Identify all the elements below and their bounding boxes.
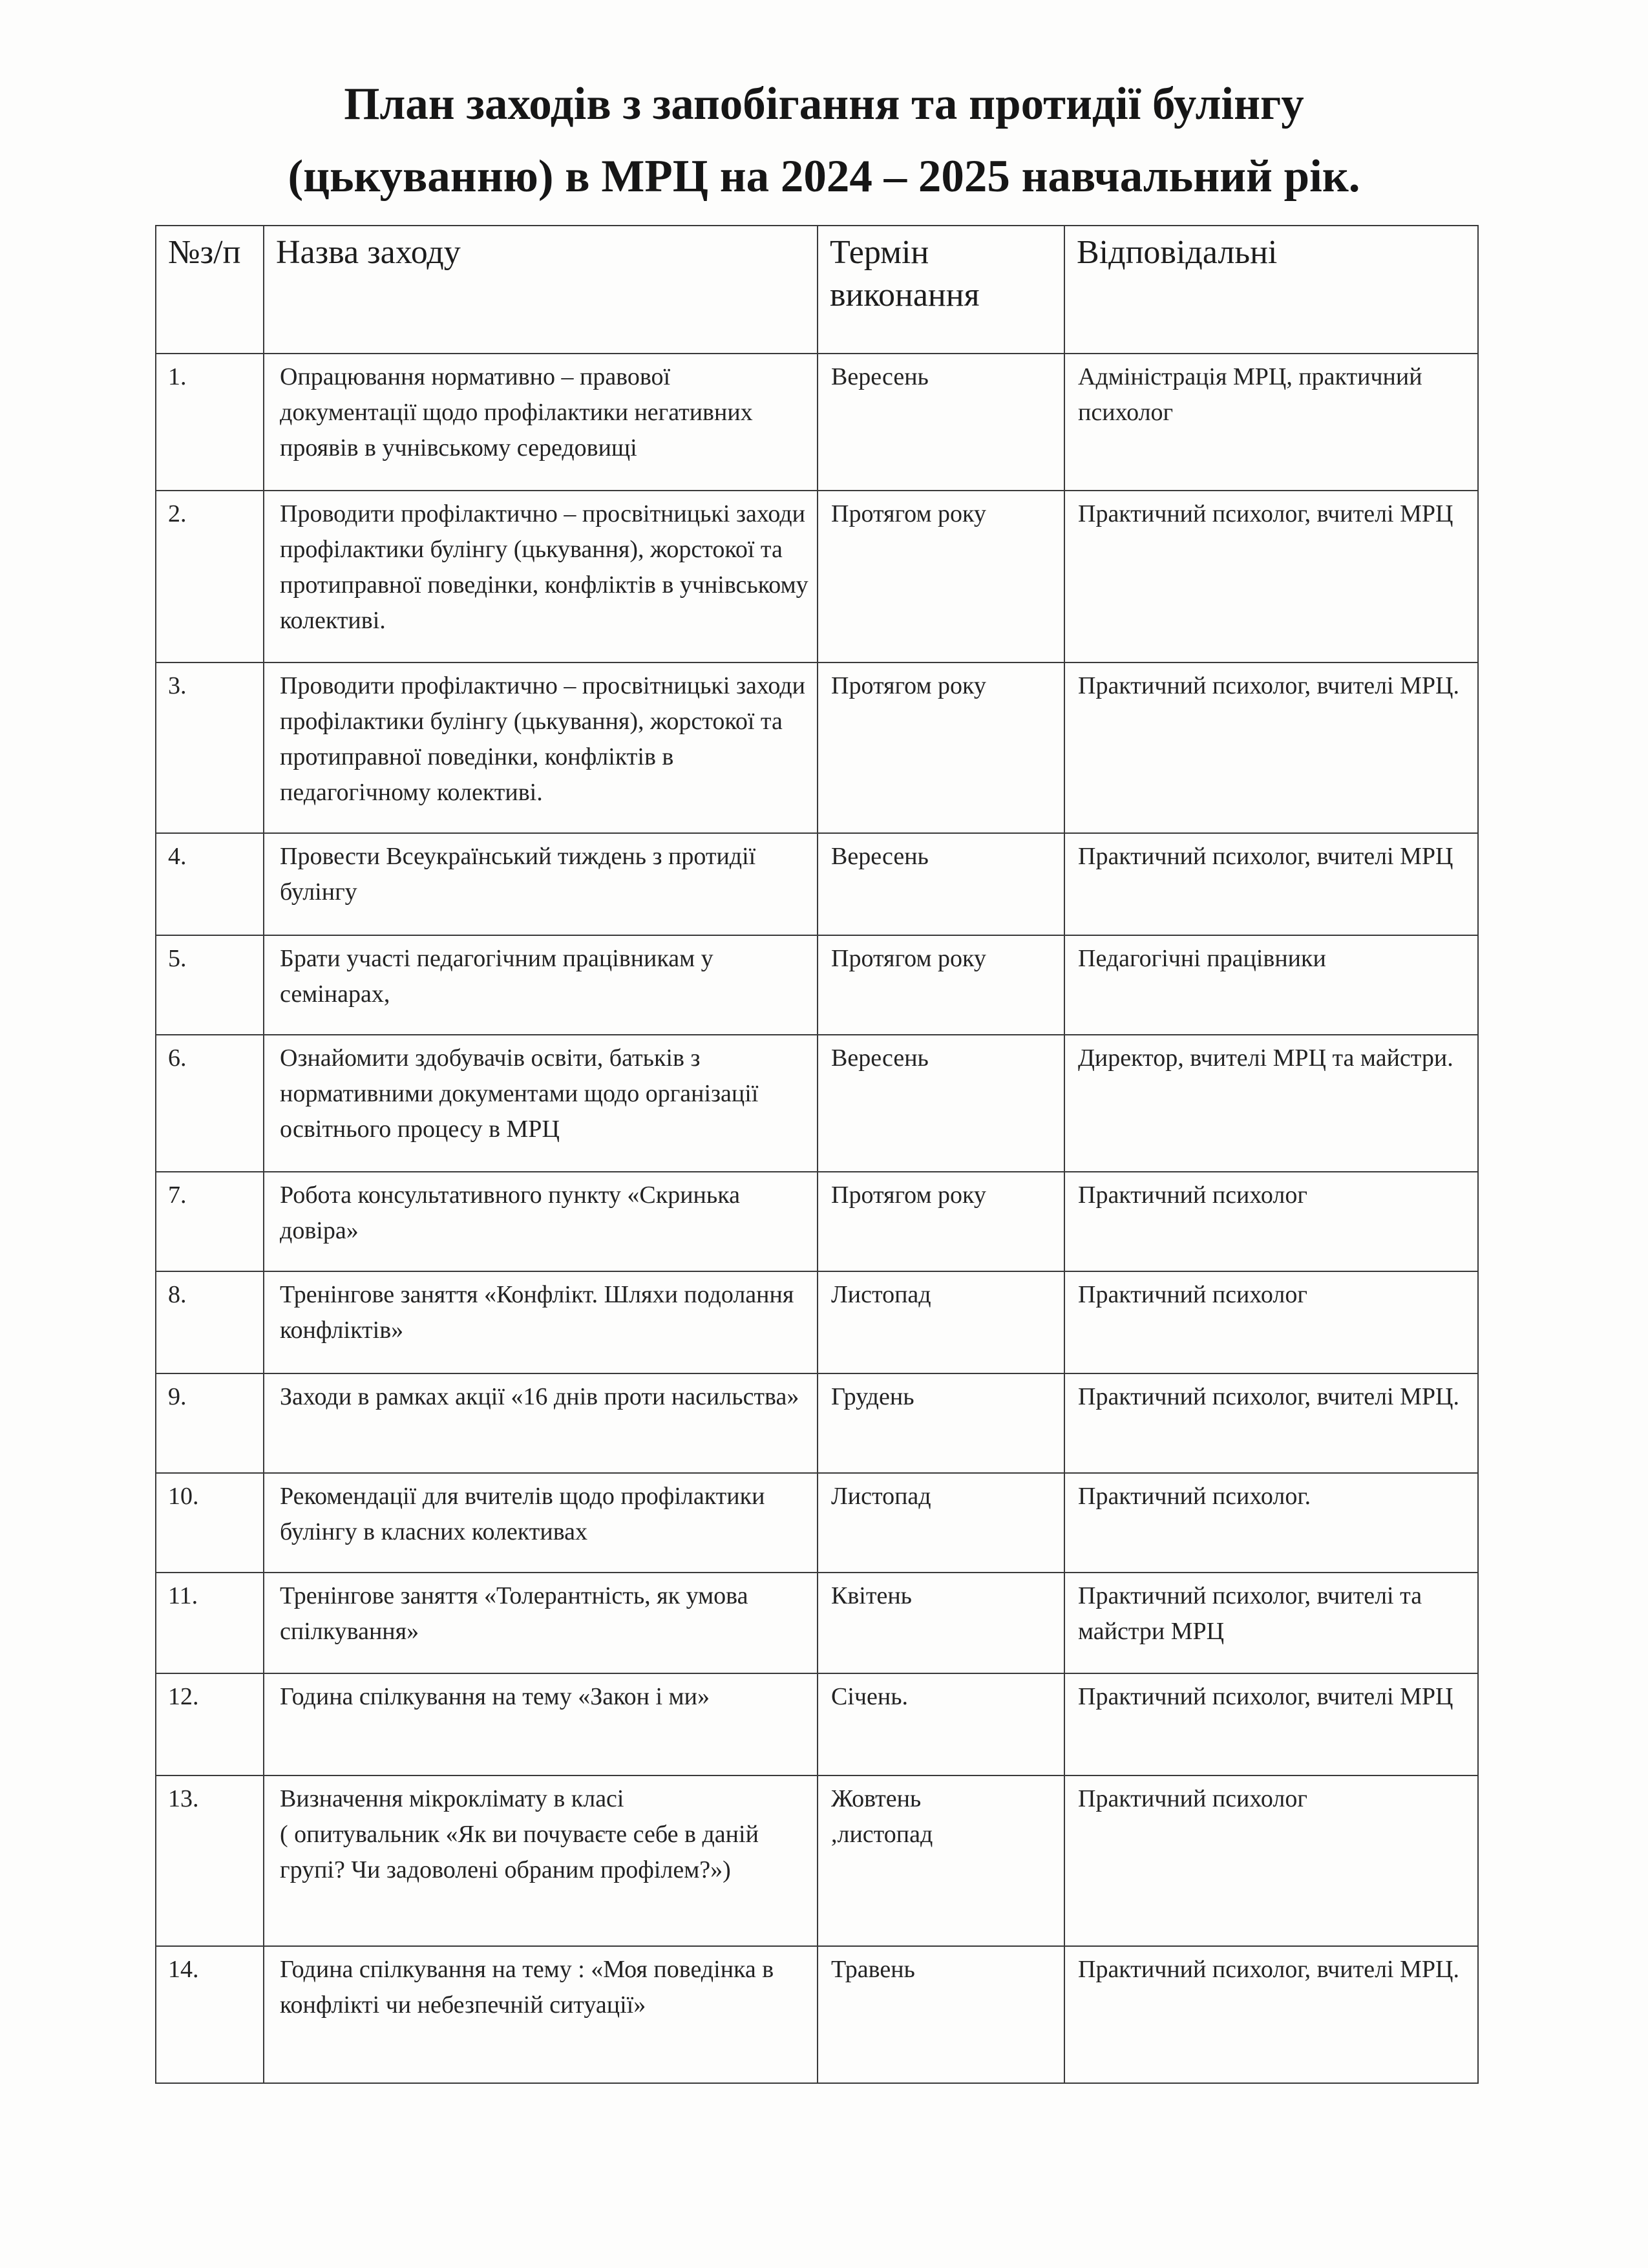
row-responsible: Директор, вчителі МРЦ та майстри. bbox=[1064, 1035, 1478, 1172]
table-row bbox=[156, 354, 1478, 491]
row-measure-name: Заходи в рамках акції «16 днів проти насильства» bbox=[264, 1373, 818, 1473]
row-term: Протягом року bbox=[818, 935, 1064, 1035]
row-measure-name: Рекомендації для вчителів щодо профілактики булінгу в класних колективах bbox=[264, 1473, 818, 1573]
table-row bbox=[156, 1172, 1478, 1271]
table-row bbox=[156, 662, 1478, 833]
row-number: 4. bbox=[156, 833, 264, 935]
table-row bbox=[156, 1473, 1478, 1573]
row-number: 13. bbox=[156, 1775, 264, 1946]
row-number: 12. bbox=[156, 1673, 264, 1775]
title-line-1: План заходів з запобігання та протидії булінгу bbox=[344, 79, 1304, 129]
row-responsible: Практичний психолог, вчителі МРЦ bbox=[1064, 833, 1478, 935]
row-measure-name: Година спілкування на тему «Закон і ми» bbox=[264, 1673, 818, 1775]
measures-table bbox=[155, 225, 1479, 2084]
row-term: Листопад bbox=[818, 1271, 1064, 1373]
table-row bbox=[156, 1373, 1478, 1473]
row-term: Травень bbox=[818, 1946, 1064, 2083]
table-row bbox=[156, 1775, 1478, 1946]
title-line-2: (цькуванню) в МРЦ на 2024 – 2025 навчальний рік. bbox=[288, 151, 1360, 202]
table-header-row bbox=[156, 226, 1478, 354]
row-responsible: Практичний психолог, вчителі МРЦ. bbox=[1064, 1373, 1478, 1473]
row-term: Протягом року bbox=[818, 662, 1064, 833]
row-number: 2. bbox=[156, 491, 264, 662]
row-measure-name: Ознайомити здобувачів освіти, батьків з нормативними документами щодо організації освітнього процесу в МРЦ bbox=[264, 1035, 818, 1172]
table-row bbox=[156, 1673, 1478, 1775]
row-term: Вересень bbox=[818, 833, 1064, 935]
row-responsible: Адміністрація МРЦ, практичний психолог bbox=[1064, 354, 1478, 491]
document-title bbox=[0, 68, 1648, 213]
row-responsible: Практичний психолог, вчителі МРЦ. bbox=[1064, 662, 1478, 833]
row-term: Січень. bbox=[818, 1673, 1064, 1775]
row-measure-name: Проводити профілактично – просвітницькі заходи профілактики булінгу (цькування), жорстокої та протиправної поведінки, конфліктів в педагогічному колективі. bbox=[264, 662, 818, 833]
row-term: Грудень bbox=[818, 1373, 1064, 1473]
row-term: Квітень bbox=[818, 1573, 1064, 1673]
row-number: 11. bbox=[156, 1573, 264, 1673]
row-term: Вересень bbox=[818, 1035, 1064, 1172]
row-number: 9. bbox=[156, 1373, 264, 1473]
table-row bbox=[156, 833, 1478, 935]
row-number: 14. bbox=[156, 1946, 264, 2083]
table-row bbox=[156, 1271, 1478, 1373]
row-number: 8. bbox=[156, 1271, 264, 1373]
row-responsible: Практичний психолог bbox=[1064, 1775, 1478, 1946]
row-measure-name: Робота консультативного пункту «Скринька довіра» bbox=[264, 1172, 818, 1271]
row-responsible: Практичний психолог, вчителі МРЦ bbox=[1064, 1673, 1478, 1775]
header-responsible: Відповідальні bbox=[1064, 226, 1478, 354]
table-row bbox=[156, 491, 1478, 662]
row-number: 10. bbox=[156, 1473, 264, 1573]
table-row bbox=[156, 1035, 1478, 1172]
row-measure-name: Тренінгове заняття «Толерантність, як умова спілкування» bbox=[264, 1573, 818, 1673]
row-measure-name: Проводити профілактично – просвітницькі заходи профілактики булінгу (цькування), жорстокої та протиправної поведінки, конфліктів в учнівському колективі. bbox=[264, 491, 818, 662]
row-measure-name: Опрацювання нормативно – правової документації щодо профілактики негативних проявів в учнівському середовищі bbox=[264, 354, 818, 491]
header-num: №з/п bbox=[156, 226, 264, 354]
header-term: Термін виконання bbox=[818, 226, 1064, 354]
row-number: 5. bbox=[156, 935, 264, 1035]
row-term: Жовтень ,листопад bbox=[818, 1775, 1064, 1946]
table-row bbox=[156, 1573, 1478, 1673]
row-responsible: Педагогічні працівники bbox=[1064, 935, 1478, 1035]
row-term: Листопад bbox=[818, 1473, 1064, 1573]
row-number: 6. bbox=[156, 1035, 264, 1172]
row-number: 7. bbox=[156, 1172, 264, 1271]
row-responsible: Практичний психолог. bbox=[1064, 1473, 1478, 1573]
row-measure-name: Визначення мікроклімату в класі ( опитувальник «Як ви почуваєте себе в даній групі? Чи задоволені обраним профілем?») bbox=[264, 1775, 818, 1946]
header-name: Назва заходу bbox=[264, 226, 818, 354]
row-term: Протягом року bbox=[818, 491, 1064, 662]
row-responsible: Практичний психолог bbox=[1064, 1172, 1478, 1271]
row-measure-name: Провести Всеукраїнський тиждень з протидії булінгу bbox=[264, 833, 818, 935]
row-number: 1. bbox=[156, 354, 264, 491]
row-measure-name: Брати участі педагогічним працівникам у семінарах, bbox=[264, 935, 818, 1035]
row-term: Протягом року bbox=[818, 1172, 1064, 1271]
table-row bbox=[156, 935, 1478, 1035]
row-responsible: Практичний психолог, вчителі та майстри МРЦ bbox=[1064, 1573, 1478, 1673]
table-row bbox=[156, 1946, 1478, 2083]
row-measure-name: Тренінгове заняття «Конфлікт. Шляхи подолання конфліктів» bbox=[264, 1271, 818, 1373]
row-term: Вересень bbox=[818, 354, 1064, 491]
row-measure-name: Година спілкування на тему : «Моя поведінка в конфлікті чи небезпечній ситуації» bbox=[264, 1946, 818, 2083]
row-responsible: Практичний психолог bbox=[1064, 1271, 1478, 1373]
row-number: 3. bbox=[156, 662, 264, 833]
row-responsible: Практичний психолог, вчителі МРЦ bbox=[1064, 491, 1478, 662]
row-responsible: Практичний психолог, вчителі МРЦ. bbox=[1064, 1946, 1478, 2083]
